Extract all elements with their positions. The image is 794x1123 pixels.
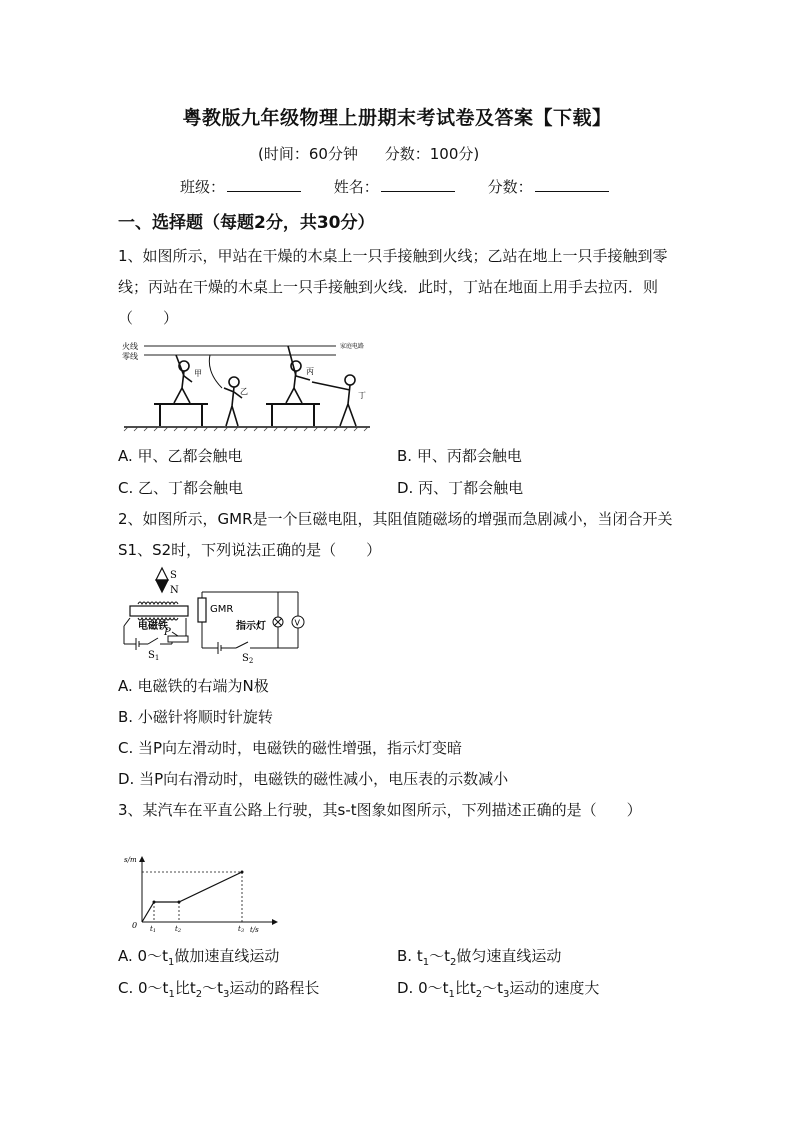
table-right	[266, 404, 320, 426]
class-label: 班级：	[180, 178, 226, 196]
class-blank[interactable]	[227, 179, 301, 192]
label-jia: 甲	[194, 369, 202, 378]
live-wire-label: 火线	[122, 342, 138, 351]
tick-t2: t2	[175, 925, 182, 934]
person-yi	[209, 355, 242, 426]
y-axis-arrow	[139, 856, 145, 862]
q1-figure	[118, 336, 378, 432]
label-n: N	[170, 585, 179, 596]
tick-t3: t3	[238, 925, 245, 934]
student-fields	[180, 176, 637, 197]
magnet-label: 电磁铁	[138, 621, 168, 632]
person-ding	[312, 375, 356, 426]
x-axis-label: t/s	[250, 926, 259, 934]
neutral-wire-label: 零线	[122, 352, 138, 361]
q3-option-d[interactable]: D. $0\sim t_1$比$t_2\sim t_3$运动的速度大	[397, 979, 600, 1000]
q1-option-d[interactable]: D. 丙、丁都会触电	[397, 479, 524, 497]
score-field	[488, 176, 609, 197]
name-label: 姓名：	[333, 178, 379, 196]
point-t1	[153, 901, 156, 904]
tick-t1: t1	[150, 925, 157, 934]
q1-option-b[interactable]: B. 甲、丙都会触电	[397, 447, 522, 465]
score-label: 分数：	[487, 178, 533, 196]
name-blank[interactable]	[381, 179, 455, 192]
magnet-core	[130, 606, 188, 616]
q1-option-a[interactable]: A. 甲、乙都会触电	[118, 447, 243, 465]
s1-label: $S_1$	[148, 650, 160, 662]
y-axis-label: s/m	[124, 856, 137, 864]
point-t3	[241, 871, 244, 874]
class-field	[180, 176, 301, 197]
label-s: S	[170, 570, 177, 581]
origin-label: 0	[132, 921, 138, 930]
q2-option-b[interactable]: B. 小磁针将顺时针旋转	[118, 708, 273, 726]
score-info: 分数：100分)	[384, 145, 480, 163]
label-ding: 丁	[358, 391, 366, 400]
exam-info	[258, 143, 501, 164]
time-info: (时间：60分钟	[258, 145, 358, 163]
score-blank[interactable]	[535, 179, 609, 192]
s-t-curve	[142, 872, 242, 922]
voltmeter-label: V	[294, 618, 300, 628]
q2-option-a[interactable]: A. 电磁铁的右端为N极	[118, 677, 269, 695]
q2-option-d[interactable]: D. 当P向右滑动时，电磁铁的磁性减小，电压表的示数减小	[118, 770, 509, 788]
table-left	[154, 404, 208, 426]
q3-option-a[interactable]: A. $0\sim t_1$做加速直线运动	[118, 947, 280, 968]
name-field	[334, 176, 455, 197]
point-t2	[178, 901, 181, 904]
label-bing: 丙	[306, 367, 314, 376]
label-yi: 乙	[240, 387, 248, 396]
question-1-text: 1、如图所示，甲站在干燥的木桌上一只手接触到火线；乙站在地上一只手接触到零线；丙站在干燥的木桌上一只手接触到火线．此时，丁站在地面上用手去拉丙．则（ ）	[118, 247, 668, 327]
x-axis-arrow	[272, 919, 278, 925]
person-jia	[174, 355, 192, 403]
gmr-label: GMR	[210, 604, 234, 615]
grid-label: 家庭电路	[340, 343, 365, 350]
gmr-resistor	[198, 598, 206, 622]
q3-option-c[interactable]: C. $0\sim t_1$比$t_2\sim t_3$运动的路程长	[118, 979, 320, 1000]
page-title: 粤教版九年级物理上册期末考试卷及答案【下载】	[182, 107, 612, 129]
q2-option-c[interactable]: C. 当P向左滑动时，电磁铁的磁性增强，指示灯变暗	[118, 739, 463, 757]
question-3-text: 3、某汽车在平直公路上行驶，其s-t图象如图所示，下列描述正确的是（ ）	[118, 801, 642, 819]
q1-option-c[interactable]: C. 乙、丁都会触电	[118, 479, 244, 497]
q3-option-b[interactable]: B. $t_1\sim t_2$做匀速直线运动	[397, 947, 562, 968]
q2-figure	[118, 566, 318, 664]
q3-figure	[124, 854, 284, 934]
question-2-text: 2、如图所示，GMR是一个巨磁电阻，其阻值随磁场的增强而急剧减小，当闭合开关S1、S2时，下列说法正确的是（ ）	[118, 510, 673, 559]
s2-label: $S_2$	[242, 653, 254, 665]
lamp-label: 指示灯	[236, 621, 266, 632]
needle-south	[156, 568, 168, 580]
needle-north	[156, 580, 168, 592]
section-heading: 一、选择题（每题2分，共30分）	[118, 213, 375, 233]
slider-p-label: P	[164, 627, 171, 638]
